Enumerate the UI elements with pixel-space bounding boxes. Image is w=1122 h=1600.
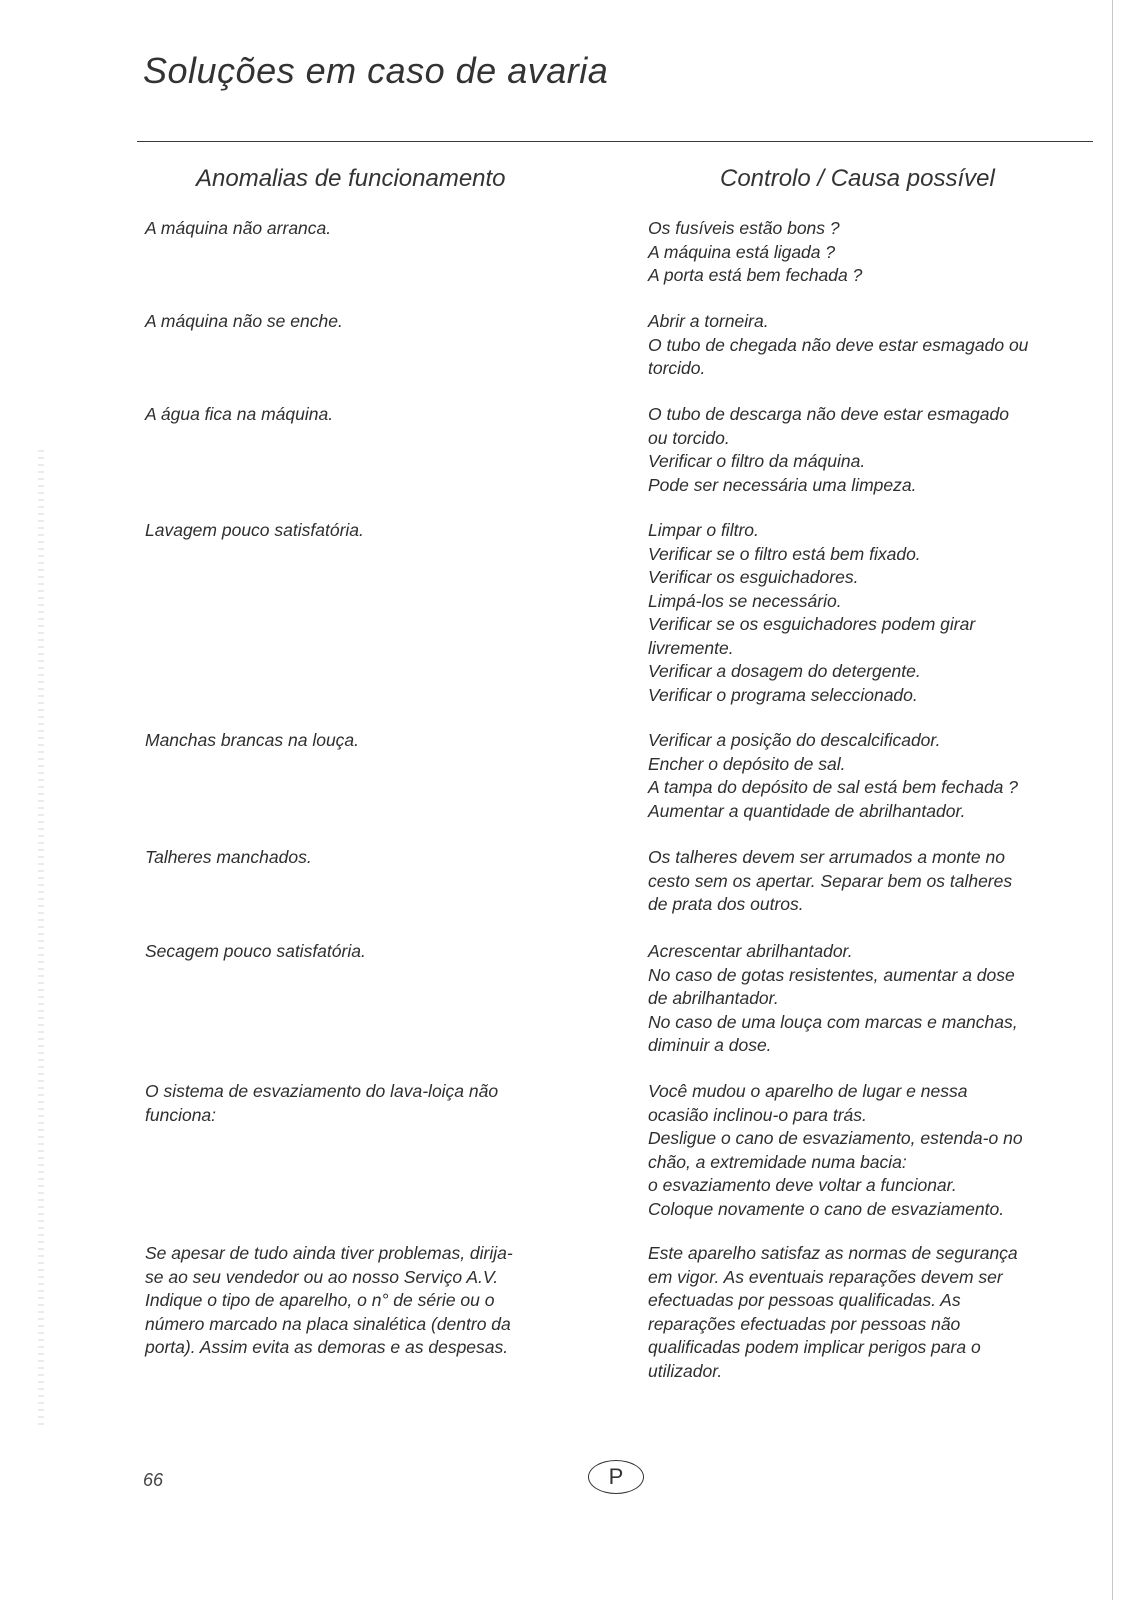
problem-line: A máquina não arranca. bbox=[145, 218, 332, 238]
cause-line: A tampa do depósito de sal está bem fechada ? bbox=[648, 777, 1019, 797]
problem-cell bbox=[145, 1242, 590, 1360]
page-number: 66 bbox=[143, 1470, 164, 1490]
problem-line: se ao seu vendedor ou ao nosso Serviço A.V. bbox=[145, 1266, 499, 1287]
cause-line: O tubo de chegada não deve estar esmagado ou bbox=[648, 334, 1029, 355]
cause-line: efectuadas por pessoas qualificadas. As bbox=[648, 1290, 961, 1310]
cause-line: Limpá-los se necessário. bbox=[648, 590, 842, 611]
problem-cell bbox=[145, 1080, 590, 1127]
cause-line: diminuir a dose. bbox=[648, 1035, 772, 1055]
cause-line: Verificar o filtro da máquina. bbox=[648, 451, 866, 471]
cause-line: Encher o depósito de sal. bbox=[648, 753, 846, 774]
cause-cell bbox=[648, 217, 1090, 288]
problem-cell bbox=[145, 940, 590, 964]
cause-cell bbox=[648, 1242, 1090, 1383]
cause-cell bbox=[648, 310, 1090, 381]
cause-line: torcido. bbox=[648, 358, 706, 378]
cause-cell bbox=[648, 403, 1090, 497]
problem-line: porta). Assim evita as demoras e as despesas. bbox=[145, 1337, 509, 1357]
page-title: Soluções em caso de avaria bbox=[143, 50, 609, 91]
cause-cell bbox=[648, 1080, 1090, 1221]
column-header-causes: Controlo / Causa possível bbox=[720, 165, 995, 192]
problem-line: Talheres manchados. bbox=[145, 847, 312, 867]
problem-cell bbox=[145, 310, 590, 334]
cause-line: O tubo de descarga não deve estar esmagado bbox=[648, 404, 1009, 424]
cause-line: o esvaziamento deve voltar a funcionar. bbox=[648, 1175, 957, 1195]
cause-cell bbox=[648, 846, 1090, 917]
cause-line: Aumentar a quantidade de abrilhantador. bbox=[648, 800, 966, 821]
cause-line: livremente. bbox=[648, 637, 734, 658]
cause-line: reparações efectuadas por pessoas não bbox=[648, 1313, 961, 1334]
problem-line: Manchas brancas na louça. bbox=[145, 730, 360, 750]
cause-line: Verificar se os esguichadores podem girar bbox=[648, 614, 976, 634]
problem-cell bbox=[145, 846, 590, 870]
cause-line: ocasião inclinou-o para trás. bbox=[648, 1104, 867, 1125]
problem-cell bbox=[145, 519, 590, 543]
cause-line: qualificadas podem implicar perigos para o bbox=[648, 1337, 981, 1357]
cause-line: Acrescentar abrilhantador. bbox=[648, 941, 853, 961]
cause-line: Você mudou o aparelho de lugar e nessa bbox=[648, 1081, 968, 1101]
problem-line: funciona: bbox=[145, 1104, 217, 1125]
cause-line: Verificar se o filtro está bem fixado. bbox=[648, 543, 921, 564]
cause-line: em vigor. As eventuais reparações devem ser bbox=[648, 1266, 1003, 1287]
cause-cell bbox=[648, 729, 1090, 823]
cause-line: Abrir a torneira. bbox=[648, 311, 769, 331]
language-badge: P bbox=[588, 1460, 644, 1494]
scan-margin-marks bbox=[38, 450, 44, 1430]
cause-cell bbox=[648, 519, 1090, 707]
problem-line: Secagem pouco satisfatória. bbox=[145, 941, 366, 961]
cause-line: utilizador. bbox=[648, 1360, 723, 1381]
cause-line: cesto sem os apertar. Separar bem os talheres bbox=[648, 870, 1013, 891]
cause-line: Limpar o filtro. bbox=[648, 520, 759, 540]
cause-line: Coloque novamente o cano de esvaziamento. bbox=[648, 1198, 1005, 1219]
cause-line: Os talheres devem ser arrumados a monte no bbox=[648, 847, 1005, 867]
cause-line: Os fusíveis estão bons ? bbox=[648, 218, 840, 238]
problem-line: Lavagem pouco satisfatória. bbox=[145, 520, 364, 540]
problem-cell bbox=[145, 729, 590, 753]
cause-line: Desligue o cano de esvaziamento, estenda-o no bbox=[648, 1128, 1023, 1148]
cause-line: Verificar a posição do descalcificador. bbox=[648, 730, 941, 750]
cause-line: Este aparelho satisfaz as normas de segurança bbox=[648, 1243, 1018, 1263]
cause-line: Pode ser necessária uma limpeza. bbox=[648, 474, 917, 495]
problem-line: número marcado na placa sinalética (dentro da bbox=[145, 1313, 511, 1334]
page-edge-line bbox=[1112, 0, 1113, 1600]
title-divider bbox=[137, 141, 1093, 142]
problem-line: A água fica na máquina. bbox=[145, 404, 334, 424]
cause-line: No caso de uma louça com marcas e manchas, bbox=[648, 1011, 1018, 1032]
cause-line: Verificar a dosagem do detergente. bbox=[648, 661, 921, 681]
problem-cell bbox=[145, 217, 590, 241]
cause-line: Verificar o programa seleccionado. bbox=[648, 684, 918, 705]
cause-cell bbox=[648, 940, 1090, 1058]
cause-line: chão, a extremidade numa bacia: bbox=[648, 1151, 907, 1172]
problem-line: A máquina não se enche. bbox=[145, 311, 343, 331]
column-header-anomalies: Anomalias de funcionamento bbox=[196, 165, 506, 192]
problem-line: O sistema de esvaziamento do lava-loiça não bbox=[145, 1081, 499, 1101]
cause-line: No caso de gotas resistentes, aumentar a dose bbox=[648, 964, 1015, 985]
cause-line: Verificar os esguichadores. bbox=[648, 567, 859, 587]
cause-line: A máquina está ligada ? bbox=[648, 241, 836, 262]
cause-line: ou torcido. bbox=[648, 427, 730, 448]
cause-line: A porta está bem fechada ? bbox=[648, 265, 863, 285]
problem-line: Se apesar de tudo ainda tiver problemas, dirija- bbox=[145, 1243, 513, 1263]
problem-line: Indique o tipo de aparelho, o n° de série ou o bbox=[145, 1290, 495, 1310]
cause-line: de abrilhantador. bbox=[648, 988, 779, 1008]
cause-line: de prata dos outros. bbox=[648, 894, 804, 914]
problem-cell bbox=[145, 403, 590, 427]
